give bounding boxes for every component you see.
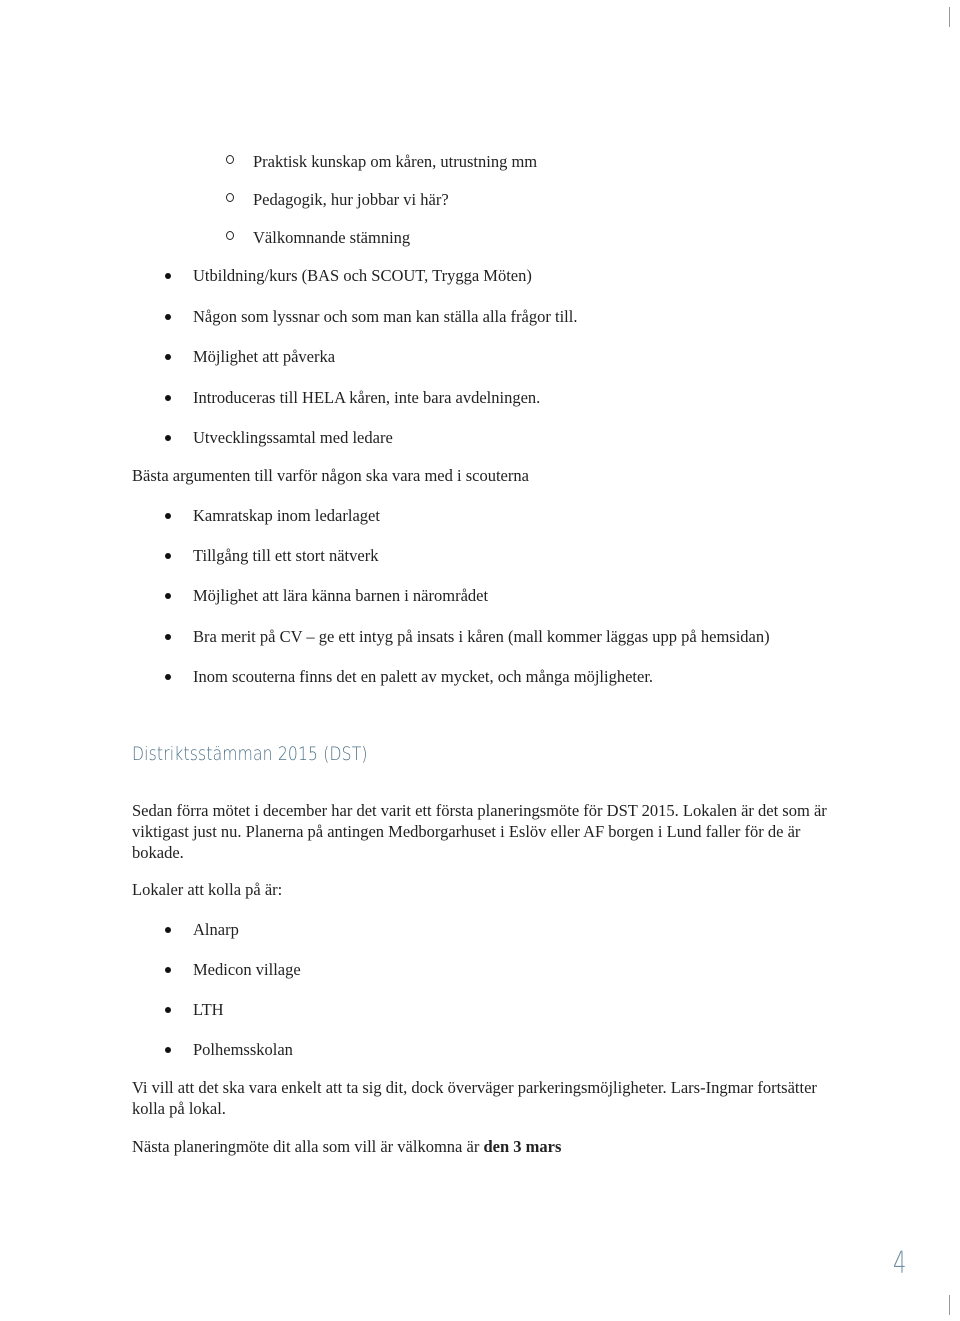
bullet-dot-icon — [165, 967, 171, 973]
argument-item-text: Möjlighet att lära känna barnen i närområdet — [193, 586, 489, 605]
bullet-dot-icon — [165, 435, 171, 441]
page-number: 4 — [893, 1246, 907, 1281]
venue-item-text: LTH — [193, 1000, 224, 1019]
bullet-dot-icon — [165, 354, 171, 360]
argument-item — [193, 666, 653, 688]
sub-list-item — [253, 189, 449, 211]
venue-item-text: Polhemsskolan — [193, 1040, 293, 1059]
argument-item-text: Kamratskap inom ledarlaget — [193, 506, 380, 525]
dst-paragraph: Sedan förra mötet i december har det varit ett första planeringsmöte för DST 2015. Lokalen är det som är viktigast just nu. Planerna på antingen Medborgarhuset i Eslöv eller AF borgen i Lund faller för de är bokade. — [132, 801, 827, 862]
sub-list-item-text: Pedagogik, hur jobbar vi här? — [253, 190, 449, 209]
sub-list-item-text: Välkomnande stämning — [253, 228, 411, 247]
next-meeting-line — [132, 1136, 852, 1157]
arguments-intro: Bästa argumenten till varför någon ska vara med i scouterna — [132, 466, 529, 485]
venue-item — [193, 999, 224, 1021]
bullet-dot-icon — [165, 1007, 171, 1013]
venues-intro: Lokaler att kolla på är: — [132, 880, 283, 899]
list-item — [193, 306, 577, 328]
venue-item-text: Alnarp — [193, 920, 239, 939]
argument-item-text: Inom scouterna finns det en palett av mycket, och många möjligheter. — [193, 667, 654, 686]
bullet-dot-icon — [165, 674, 171, 680]
next-meeting-date: den 3 mars — [483, 1137, 562, 1156]
list-item — [193, 346, 335, 368]
list-item — [193, 265, 532, 287]
venue-item-text: Medicon village — [193, 960, 301, 979]
crop-mark-top-right — [949, 7, 950, 27]
bullet-dot-icon — [165, 314, 171, 320]
bullet-dot-icon — [165, 513, 171, 519]
sub-list-item — [253, 227, 410, 249]
bullet-dot-icon — [165, 634, 171, 640]
argument-item — [193, 585, 488, 607]
list-item-text: Utbildning/kurs (BAS och SCOUT, Trygga Möten) — [193, 266, 532, 285]
list-item-text: Introduceras till HELA kåren, inte bara avdelningen. — [193, 388, 541, 407]
crop-mark-bottom-right — [949, 1295, 950, 1315]
list-item-text: Utvecklingssamtal med ledare — [193, 428, 393, 447]
sub-list-item-text: Praktisk kunskap om kåren, utrustning mm — [253, 152, 538, 171]
bullet-dot-icon — [165, 553, 171, 559]
argument-item-text: Bra merit på CV – ge ett intyg på insats i kåren (mall kommer läggas upp på hemsidan) — [193, 627, 770, 646]
argument-item — [193, 505, 380, 527]
circle-bullet-icon — [226, 193, 234, 202]
sub-list-item — [253, 151, 537, 173]
argument-item-text: Tillgång till ett stort nätverk — [193, 546, 379, 565]
bullet-dot-icon — [165, 395, 171, 401]
bullet-dot-icon — [165, 273, 171, 279]
list-item-text: Någon som lyssnar och som man kan ställa alla frågor till. — [193, 307, 578, 326]
argument-item — [193, 626, 770, 648]
closing-paragraph: Vi vill att det ska vara enkelt att ta sig dit, dock överväger parkeringsmöjligheter. Lars-Ingmar fortsätter kolla på lokal. — [132, 1078, 817, 1118]
circle-bullet-icon — [226, 155, 234, 164]
bullet-dot-icon — [165, 927, 171, 933]
list-item-text: Möjlighet att påverka — [193, 347, 336, 366]
bullet-dot-icon — [165, 1047, 171, 1053]
venue-item — [193, 959, 301, 981]
bullet-dot-icon — [165, 593, 171, 599]
circle-bullet-icon — [226, 231, 234, 240]
venue-item — [193, 919, 239, 941]
argument-item — [193, 545, 378, 567]
list-item — [193, 427, 393, 449]
venue-item — [193, 1039, 293, 1061]
section-heading: Distriktsstämman 2015 (DST) — [132, 743, 368, 765]
next-meeting-text: Nästa planeringmöte dit alla som vill är välkomna är — [132, 1137, 484, 1156]
list-item — [193, 387, 540, 409]
